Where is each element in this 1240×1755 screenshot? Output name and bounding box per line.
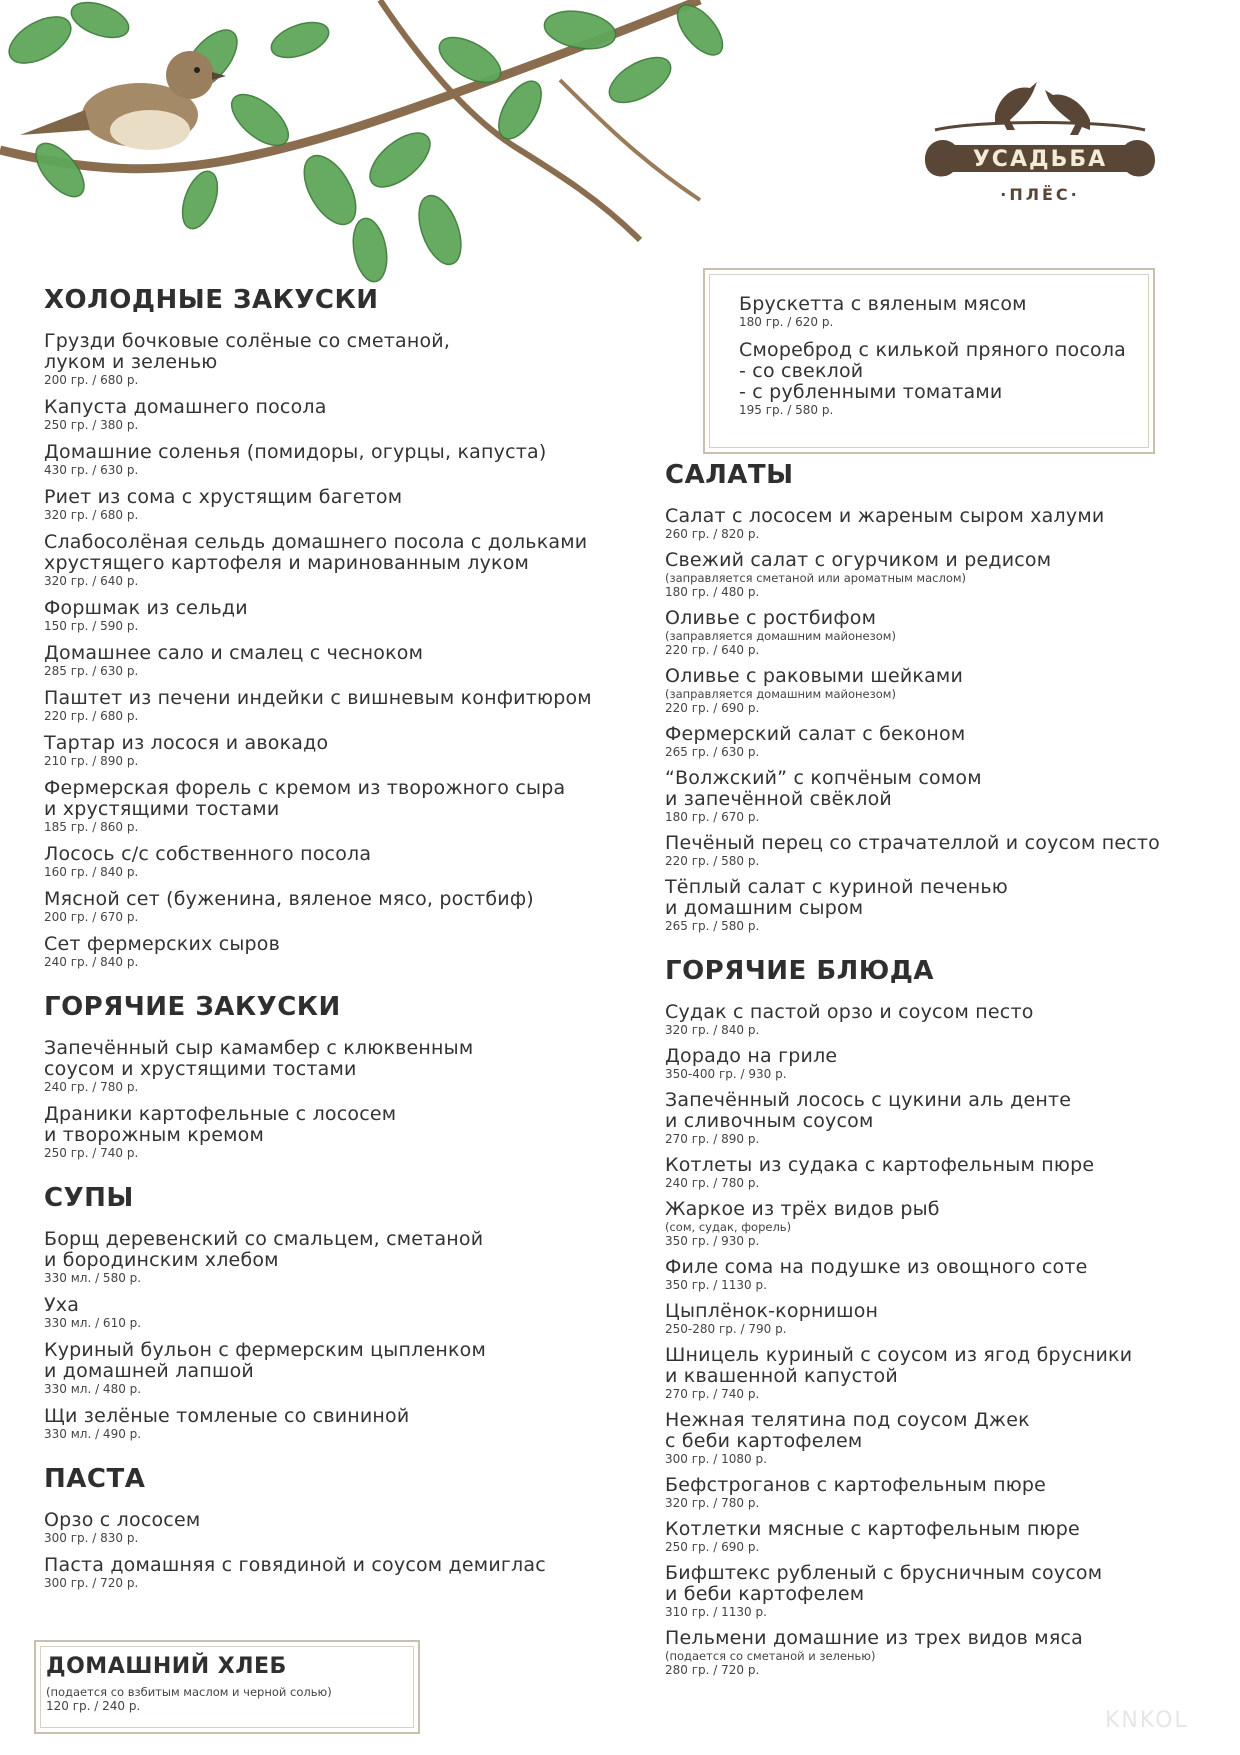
item-price: 270 гр. / 890 р. (665, 1132, 760, 1146)
restaurant-logo (915, 60, 1165, 220)
menu-item (665, 1046, 1225, 1082)
menu-item (44, 532, 644, 589)
item-name: Драники картофельные с лососем и творожным кремом (44, 1103, 397, 1146)
menu-item (665, 1410, 1225, 1467)
item-name: Бифштекс рубленый с брусничным соусом и беби картофелем (665, 1562, 1103, 1605)
item-name: Судак с пастой орзо и соусом песто (665, 1001, 1034, 1023)
item-price: 220 гр. / 640 р. (665, 643, 760, 657)
item-name: Нежная телятина под соусом Джек с беби картофелем (665, 1409, 1030, 1452)
item-price: 310 гр. / 1130 р. (665, 1605, 767, 1619)
menu-item (44, 688, 644, 724)
item-price: 265 гр. / 580 р. (665, 919, 760, 933)
menu-section (44, 1183, 644, 1442)
featured-item (739, 294, 1141, 330)
item-price: 180 гр. / 670 р. (665, 810, 760, 824)
item-name: Орзо с лососем (44, 1509, 201, 1531)
menu-item (665, 1628, 1225, 1678)
item-name: Риет из сома с хрустящим багетом (44, 486, 403, 508)
item-price: 220 гр. / 690 р. (665, 701, 760, 715)
item-price: 120 гр. / 240 р. (46, 1699, 141, 1713)
item-name: Фермерский салат с беконом (665, 723, 966, 745)
menu-section (44, 285, 644, 970)
item-name: Запечённый сыр камамбер с клюквенным соусом и хрустящими тостами (44, 1037, 474, 1080)
item-name: Бефстроганов с картофельным пюре (665, 1474, 1047, 1496)
item-price: 185 гр. / 860 р. (44, 820, 139, 834)
menu-item (44, 598, 644, 634)
item-price: 280 гр. / 720 р. (665, 1663, 760, 1677)
menu-item (665, 1090, 1225, 1147)
menu-section (665, 956, 1225, 1678)
item-price: 160 гр. / 840 р. (44, 865, 139, 879)
featured-frame (703, 268, 1155, 454)
logo-name: УСАДЬБА (972, 147, 1108, 172)
item-price: 220 гр. / 580 р. (665, 854, 760, 868)
item-name: Грузди бочковые солёные со сметаной, луком и зеленью (44, 330, 451, 373)
item-name: “Волжский” с копчёным сомом и запечённой свёклой (665, 767, 982, 810)
menu-item (665, 724, 1225, 760)
item-price: 250 гр. / 690 р. (665, 1540, 760, 1554)
menu-item (44, 844, 644, 880)
item-name: Куриный бульон с фермерским цыпленком и домашней лапшой (44, 1339, 486, 1382)
menu-item (665, 1199, 1225, 1249)
item-note: (заправляется домашним майонезом) (665, 629, 896, 643)
item-name: Домашнее сало и смалец с чесноком (44, 642, 424, 664)
item-name: Запечённый лосось с цукини аль денте и сливочным соусом (665, 1089, 1072, 1132)
menu-item (44, 934, 644, 970)
menu-item (665, 1475, 1225, 1511)
item-name: Котлетки мясные с картофельным пюре (665, 1518, 1080, 1540)
item-price: 320 гр. / 840 р. (665, 1023, 760, 1037)
menu-item (44, 1295, 644, 1331)
menu-item (44, 331, 644, 388)
item-note: (сом, судак, форель) (665, 1220, 792, 1234)
bird-illustration (20, 51, 226, 150)
item-note: (подается со сметаной и зеленью) (665, 1649, 876, 1663)
section-title: САЛАТЫ (665, 460, 794, 490)
item-name: Жаркое из трёх видов рыб (665, 1198, 940, 1220)
item-name: Лосось с/с собственного посола (44, 843, 372, 865)
item-name: Мясной сет (буженина, вяленое мясо, ростбиф) (44, 888, 534, 910)
section-title: СУПЫ (44, 1183, 134, 1213)
menu-item (665, 768, 1225, 825)
item-name: Щи зелёные томленые со свининой (44, 1405, 410, 1427)
menu-item (665, 1257, 1225, 1293)
item-price: 250 гр. / 380 р. (44, 418, 139, 432)
item-price: 260 гр. / 820 р. (665, 527, 760, 541)
menu-item (44, 1038, 644, 1095)
item-price: 180 гр. / 480 р. (665, 585, 760, 599)
item-price: 300 гр. / 720 р. (44, 1576, 139, 1590)
menu-item (44, 397, 644, 433)
menu-item (44, 643, 644, 679)
menu-item (44, 1555, 644, 1591)
item-price: 240 гр. / 840 р. (44, 955, 139, 969)
item-name: Оливье с ростбифом (665, 607, 877, 629)
item-price: 180 гр. / 620 р. (739, 315, 834, 329)
watermark: KNKOL (1105, 1708, 1189, 1733)
menu-item (44, 487, 644, 523)
item-name: Тартар из лосося и авокадо (44, 732, 329, 754)
menu-section (665, 460, 1225, 934)
item-price: 240 гр. / 780 р. (665, 1176, 760, 1190)
item-note: (подается со взбитым маслом и черной солью) (46, 1685, 332, 1699)
menu-column-right (665, 460, 1225, 1686)
section-title: ГОРЯЧИЕ БЛЮДА (665, 956, 935, 986)
menu-item (44, 733, 644, 769)
item-price: 200 гр. / 680 р. (44, 373, 139, 387)
item-price: 330 мл. / 610 р. (44, 1316, 142, 1330)
menu-item (44, 1510, 644, 1546)
item-price: 350 гр. / 930 р. (665, 1234, 760, 1248)
item-price: 250-280 гр. / 790 р. (665, 1322, 787, 1336)
branch-leaves-illustration (0, 0, 800, 330)
menu-item (665, 1002, 1225, 1038)
item-name: Паштет из печени индейки с вишневым конфитюром (44, 687, 592, 709)
item-note: (заправляется домашним майонезом) (665, 687, 896, 701)
logo-ornament (935, 123, 1145, 131)
menu-item (44, 778, 644, 835)
item-name: Дорадо на гриле (665, 1045, 838, 1067)
item-name: Форшмак из сельди (44, 597, 248, 619)
item-name: Тёплый салат с куриной печенью и домашним сыром (665, 876, 1008, 919)
item-price: 200 гр. / 670 р. (44, 910, 139, 924)
item-price: 320 гр. / 780 р. (665, 1496, 760, 1510)
item-name: Оливье с раковыми шейками (665, 665, 964, 687)
item-name: Фермерская форель с кремом из творожного сыра и хрустящими тостами (44, 777, 566, 820)
menu-item (44, 1229, 644, 1286)
item-note: (заправляется сметаной или ароматным маслом) (665, 571, 967, 585)
item-name: Борщ деревенский со смальцем, сметаной и бородинским хлебом (44, 1228, 484, 1271)
item-name: Свежий салат с огурчиком и редисом (665, 549, 1052, 571)
menu-section (44, 992, 644, 1161)
item-price: 350-400 гр. / 930 р. (665, 1067, 787, 1081)
item-name: Салат с лососем и жареным сыром халуми (665, 505, 1105, 527)
item-name: Брускетта с вяленым мясом (739, 293, 1027, 315)
item-name: Домашние соленья (помидоры, огурцы, капуста) (44, 441, 547, 463)
menu-section (44, 1464, 644, 1591)
item-price: 300 гр. / 1080 р. (665, 1452, 767, 1466)
item-price: 150 гр. / 590 р. (44, 619, 139, 633)
item-price: 220 гр. / 680 р. (44, 709, 139, 723)
item-name: Капуста домашнего посола (44, 396, 327, 418)
item-price: 285 гр. / 630 р. (44, 664, 139, 678)
menu-item (665, 1155, 1225, 1191)
menu-item (665, 608, 1225, 658)
menu-item (665, 1345, 1225, 1402)
menu-item (44, 889, 644, 925)
section-title: ДОМАШНИЙ ХЛЕБ (46, 1654, 287, 1679)
menu-item (44, 442, 644, 478)
item-price: 330 мл. / 580 р. (44, 1271, 142, 1285)
item-price: 265 гр. / 630 р. (665, 745, 760, 759)
item-price: 250 гр. / 740 р. (44, 1146, 139, 1160)
item-price: 270 гр. / 740 р. (665, 1387, 760, 1401)
section-title: ХОЛОДНЫЕ ЗАКУСКИ (44, 285, 379, 315)
item-price: 210 гр. / 890 р. (44, 754, 139, 768)
item-name: Слабосолёная сельдь домашнего посола с дольками хрустящего картофеля и маринованным луком (44, 531, 588, 574)
item-price: 240 гр. / 780 р. (44, 1080, 139, 1094)
item-price: 300 гр. / 830 р. (44, 1531, 139, 1545)
bread-frame (34, 1640, 420, 1734)
item-price: 330 мл. / 490 р. (44, 1427, 142, 1441)
item-name: Печёный перец со страчателлой и соусом песто (665, 832, 1160, 854)
item-price: 350 гр. / 1130 р. (665, 1278, 767, 1292)
menu-item (665, 833, 1225, 869)
item-price: 430 гр. / 630 р. (44, 463, 139, 477)
menu-item (665, 666, 1225, 716)
item-name: Шницель куриный с соусом из ягод брусники и квашенной капустой (665, 1344, 1133, 1387)
menu-item (44, 1340, 644, 1397)
item-name: Уха (44, 1294, 80, 1316)
menu-item (665, 1519, 1225, 1555)
item-name: Сет фермерских сыров (44, 933, 281, 955)
menu-item (665, 877, 1225, 934)
menu-item (665, 506, 1225, 542)
featured-item (739, 340, 1141, 418)
item-price: 330 мл. / 480 р. (44, 1382, 142, 1396)
menu-column-left (44, 285, 644, 1600)
item-price: 195 гр. / 580 р. (739, 403, 834, 417)
item-name: Филе сома на подушке из овощного соте (665, 1256, 1088, 1278)
item-name: Смореброд с килькой пряного посола - со свеклой - с рубленными томатами (739, 339, 1127, 403)
menu-item (665, 1301, 1225, 1337)
logo-subtitle: ·ПЛЁС· (1000, 185, 1080, 204)
item-name: Пельмени домашние из трех видов мяса (665, 1627, 1083, 1649)
section-title: ГОРЯЧИЕ ЗАКУСКИ (44, 992, 341, 1022)
menu-item (665, 1563, 1225, 1620)
item-name: Паста домашняя с говядиной и соусом демиглас (44, 1554, 546, 1576)
item-name: Котлеты из судака с картофельным пюре (665, 1154, 1095, 1176)
item-name: Цыплёнок-корнишон (665, 1300, 879, 1322)
item-price: 320 гр. / 640 р. (44, 574, 139, 588)
menu-item (44, 1406, 644, 1442)
menu-item (44, 1104, 644, 1161)
birds-icon (995, 82, 1090, 135)
section-title: ПАСТА (44, 1464, 146, 1494)
item-price: 320 гр. / 680 р. (44, 508, 139, 522)
menu-item (665, 550, 1225, 600)
